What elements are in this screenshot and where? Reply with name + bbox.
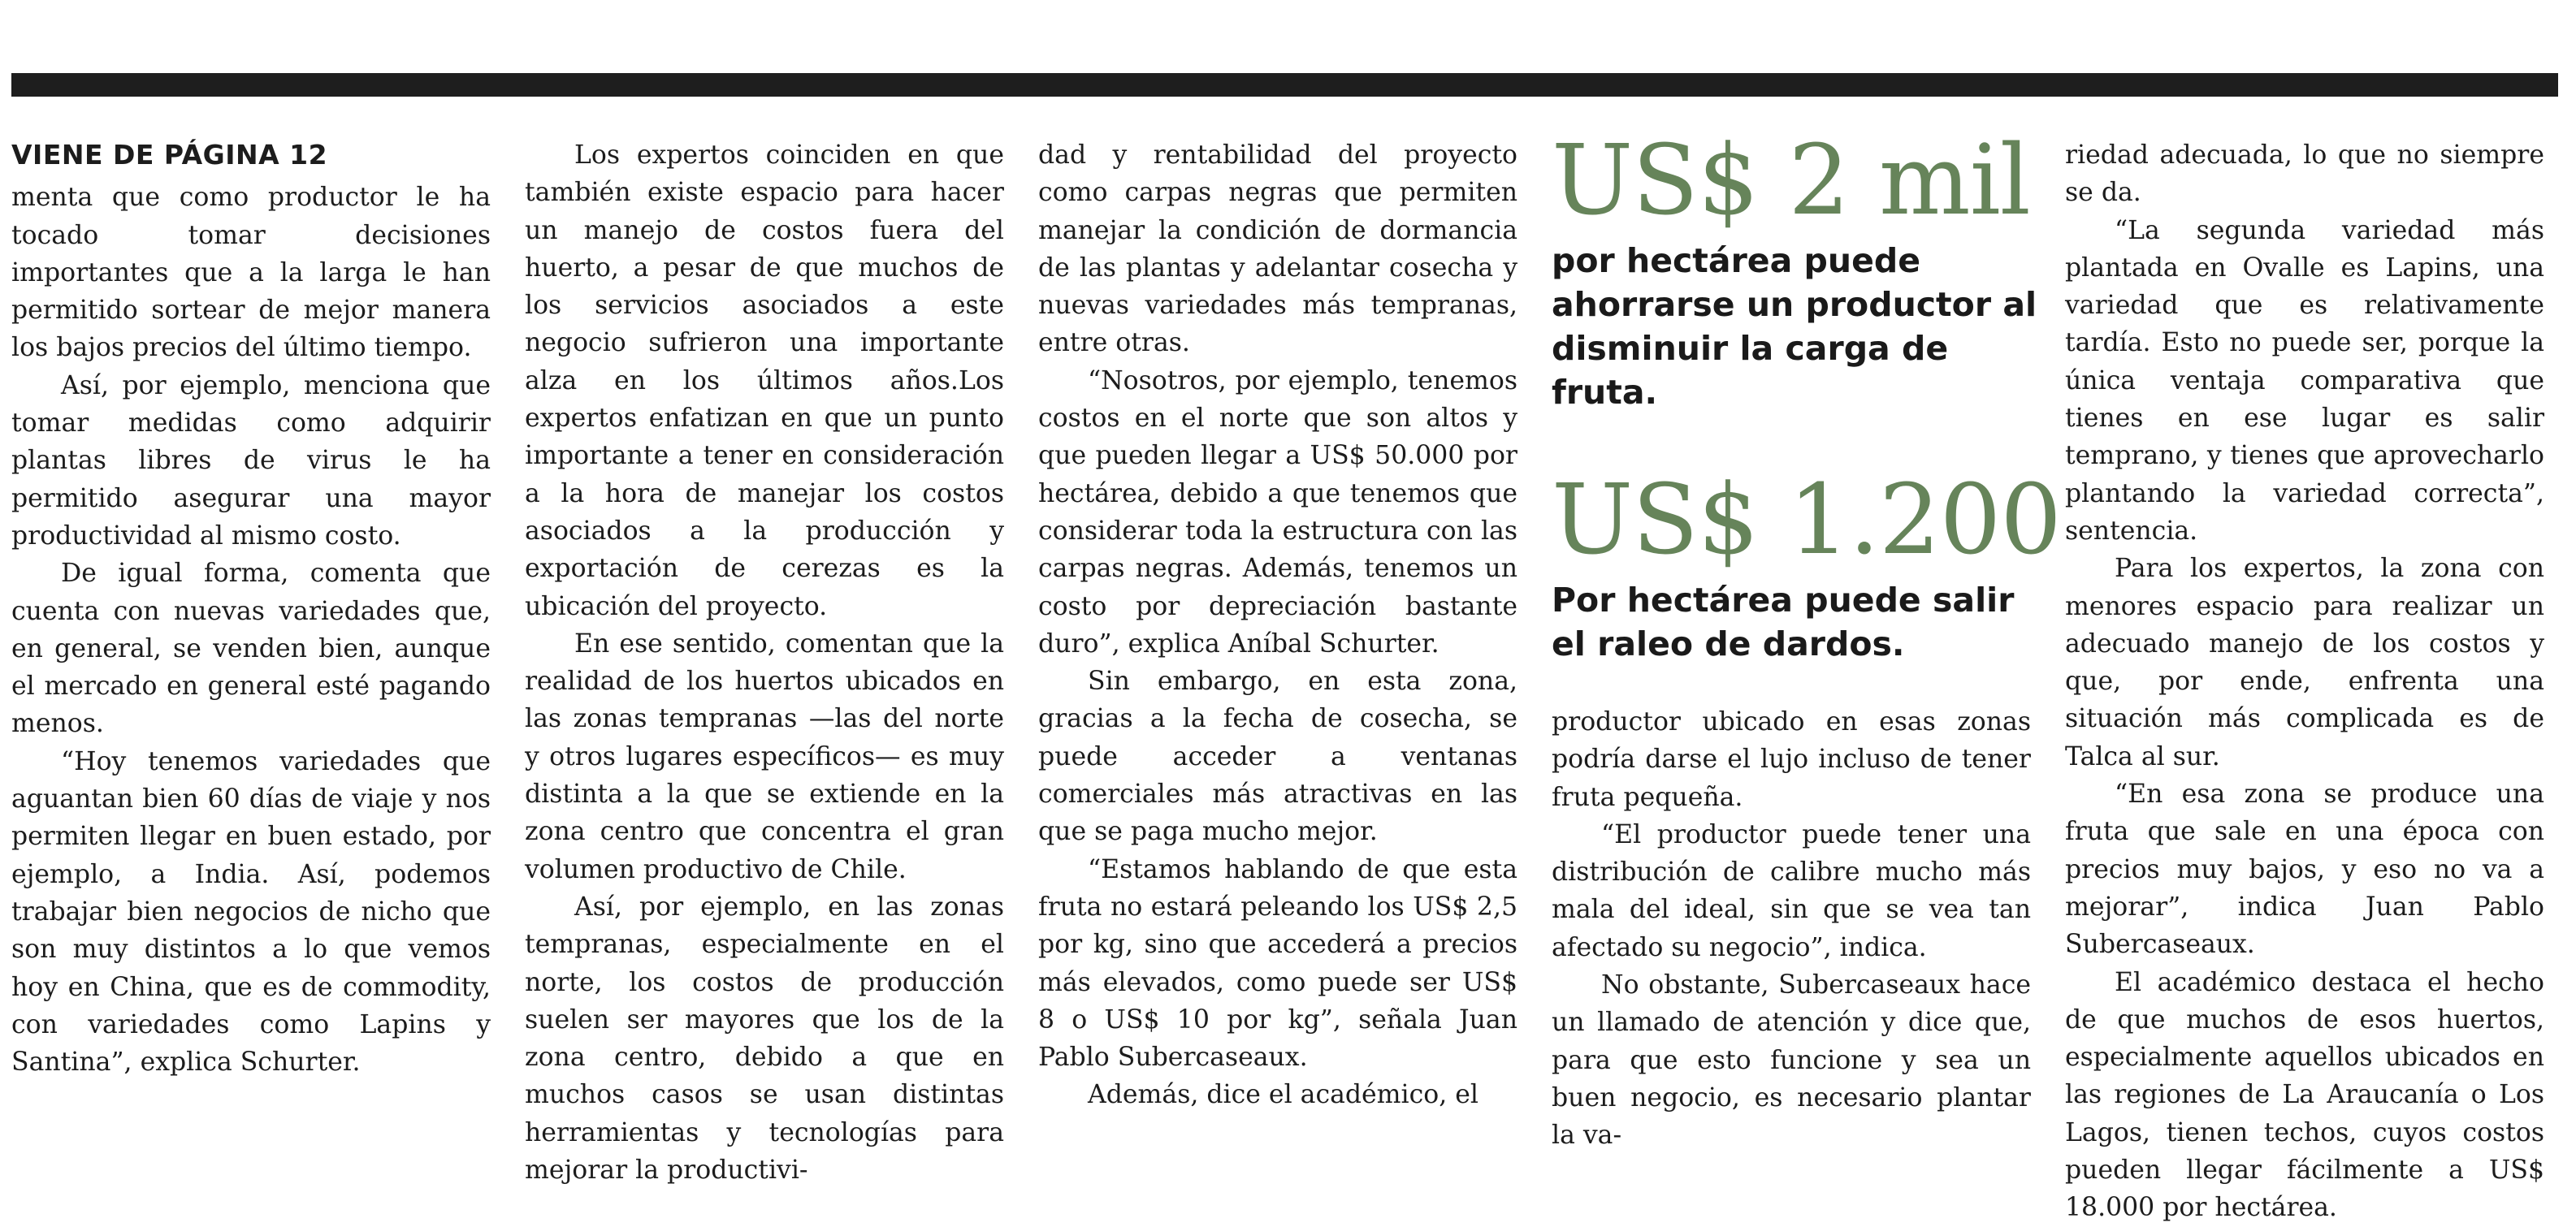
paragraph: De igual forma, comenta que cuenta con nuevas variedades que, en general, se venden bien, aunque el mercado en general esté pagando menos. — [11, 559, 491, 739]
callout-text: Por hectárea puede salir el raleo de dardos. — [1552, 581, 2015, 663]
paragraph: Para los expertos, la zona con menores espacio para realizar un adecuado manejo de los costos y que, por ende, enfrenta una situación más complicada es de Talca al sur. — [2065, 554, 2544, 771]
callout-figure: US$ 2 mil — [1552, 125, 2030, 237]
paragraph: dad y rentabilidad del proyecto como carpas negras que permiten manejar la condición de dormancia de las plantas y adelantar cosecha y nuevas variedades más tempranas, entre otras. — [1038, 140, 1517, 358]
article-column-2 — [525, 136, 1004, 1189]
callout-text: por hectárea puede ahorrarse un productor al disminuir la carga de fruta. — [1552, 241, 2037, 412]
article-column-1 — [11, 136, 491, 1081]
paragraph: En ese sentido, comentan que la realidad de los huertos ubicados en las zonas tempranas —las del norte y otros lugares específicos— es muy distinta a la que se extiende en la zona centro que concentra el gran volumen productivo de Chile. — [525, 629, 1004, 884]
article-column-4 — [1552, 703, 2031, 1155]
callout-thinning-cost — [1552, 464, 2062, 666]
paragraph: Los expertos coinciden en que también existe espacio para hacer un manejo de costos fuera del huerto, a pesar de que muchos de los servicios asociados a este negocio sufrieron una importante alza en los últimos años.Los expertos enfatizan en que un punto importante a tener en consideración a la hora de manejar los costos asociados a la producción y exportación de cerezas es la ubicación del proyecto. — [525, 140, 1004, 621]
paragraph: menta que como productor le ha tocado tomar decisiones importantes que a la larga le han permitido sortear de mejor manera los bajos precios del último tiempo. — [11, 183, 491, 363]
paragraph: “Estamos hablando de que esta fruta no estará peleando los US$ 2,5 por kg, sino que accederá a precios más elevados, como puede ser US$ 8 o US$ 10 por kg”, señala Juan Pablo Subercaseaux. — [1038, 854, 1517, 1073]
paragraph: Así, por ejemplo, en las zonas tempranas, especialmente en el norte, los costos de producción suelen ser mayores que los de la zona centro, debido a que en muchos casos se usan distintas herramientas y tecnologías para mejorar la productivi- — [525, 892, 1004, 1186]
continued-from-label: VIENE DE PÁGINA 12 — [11, 139, 328, 171]
callout-savings — [1552, 125, 2039, 414]
paragraph: “La segunda variedad más plantada en Ovalle es Lapins, una variedad que es relativamente tardía. Esto no puede ser, porque la única ventaja comparativa que tienes en ese lugar es salir temprano, y tienes que aprovecharlo plantando la variedad correcta”, sentencia. — [2065, 215, 2544, 546]
paragraph: No obstante, Subercaseaux hace un llamado de atención y dice que, para que esto funcione y sea un buen negocio, es necesario plantar la va- — [1552, 970, 2031, 1151]
article-column-5 — [2065, 136, 2544, 1227]
paragraph: “El productor puede tener una distribución de calibre mucho más mala del ideal, sin que se vea tan afectado su negocio”, indica. — [1552, 819, 2031, 962]
paragraph: Además, dice el académico, el — [1088, 1080, 1478, 1110]
callout-figure: US$ 1.200 — [1552, 464, 2062, 577]
paragraph: Así, por ejemplo, menciona que tomar medidas como adquirir plantas libres de virus le ha permitido asegurar una mayor productividad al mismo costo. — [11, 370, 491, 551]
article-column-3 — [1038, 136, 1517, 1114]
paragraph: El académico destaca el hecho de que muchos de esos huertos, especialmente aquellos ubicados en las regiones de La Araucanía o Los Lagos, tienen techos, cuyos costos pueden llegar fácilmente a US$ 18.000 por hectárea. — [2065, 967, 2544, 1223]
paragraph: “En esa zona se produce una fruta que sale en una época con precios muy bajos, y eso no va a mejorar”, indica Juan Pablo Subercaseaux. — [2065, 780, 2544, 960]
paragraph: Sin embargo, en esta zona, gracias a la fecha de cosecha, se puede acceder a ventanas comerciales más atractivas en las que se paga mucho mejor. — [1038, 667, 1517, 847]
paragraph: “Hoy tenemos variedades que aguantan bien 60 días de viaje y nos permiten llegar en buen estado, por ejemplo, a India. Así, podemos trabajar bien negocios de nicho que son muy distintos a lo que vemos hoy en China, que es de commodity, con variedades como Lapins y Santina”, explica Schurter. — [11, 746, 491, 1078]
paragraph: riedad adecuada, lo que no siempre se da. — [2065, 140, 2544, 208]
paragraph: “Nosotros, por ejemplo, tenemos costos en el norte que son altos y que pueden llegar a US$ 50.000 por hectárea, debido a que tenemos que considerar toda la estructura con las carpas negras. Además, tenemos un costo por depreciación bastante duro”, explica Aníbal Schurter. — [1038, 365, 1517, 659]
paragraph: productor ubicado en esas zonas podría darse el lujo incluso de tener fruta pequeña. — [1552, 707, 2031, 812]
top-rule — [11, 73, 2558, 97]
